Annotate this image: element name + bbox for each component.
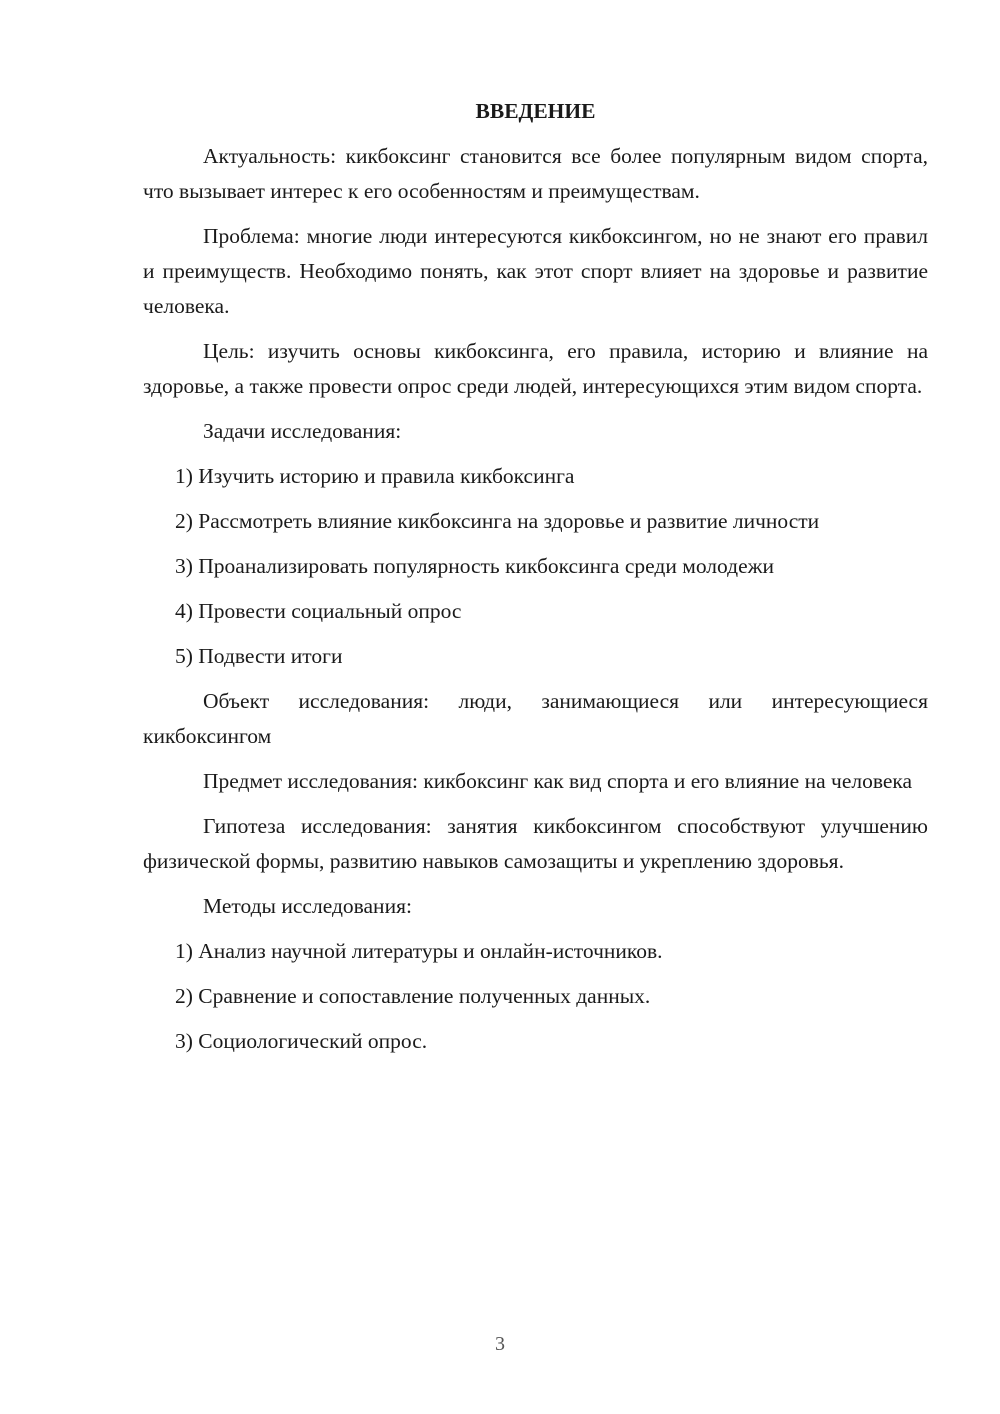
object-paragraph: Объект исследования: люди, занимающиеся или интересующиеся кикбоксингом (143, 689, 928, 748)
method-item: 3) Социологический опрос. (175, 1029, 428, 1053)
document-page (143, 94, 928, 1069)
method-item: 2) Сравнение и сопоставление полученных данных. (175, 984, 651, 1008)
tasks-list (143, 459, 928, 674)
task-item: 3) Проанализировать популярность кикбоксинга среди молодежи (175, 554, 774, 578)
page-title: ВВЕДЕНИЕ (475, 99, 596, 123)
subject-paragraph: Предмет исследования: кикбоксинг как вид спорта и его влияние на человека (203, 769, 913, 793)
tasks-heading: Задачи исследования: (203, 419, 402, 443)
task-item: 4) Провести социальный опрос (175, 599, 462, 623)
hypothesis-paragraph: Гипотеза исследования: занятия кикбоксингом способствуют улучшению физической формы, развитию навыков самозащиты и укреплению здоровья. (143, 814, 928, 873)
task-item: 5) Подвести итоги (175, 644, 343, 668)
method-item: 1) Анализ научной литературы и онлайн-источников. (175, 939, 663, 963)
page-number: 3 (495, 1333, 505, 1355)
task-item: 1) Изучить историю и правила кикбоксинга (175, 464, 575, 488)
methods-list (143, 934, 928, 1059)
methods-heading: Методы исследования: (203, 894, 412, 918)
problem-paragraph: Проблема: многие люди интересуются кикбоксингом, но не знают его правил и преимуществ. Необходимо понять, как этот спорт влияет на здоровье и развитие человека. (143, 224, 928, 318)
goal-paragraph: Цель: изучить основы кикбоксинга, его правила, историю и влияние на здоровье, а также провести опрос среди людей, интересующихся этим видом спорта. (143, 339, 928, 398)
task-item: 2) Рассмотреть влияние кикбоксинга на здоровье и развитие личности (175, 509, 820, 533)
relevance-paragraph: Актуальность: кикбоксинг становится все более популярным видом спорта, что вызывает интерес к его особенностям и преимуществам. (143, 144, 928, 203)
